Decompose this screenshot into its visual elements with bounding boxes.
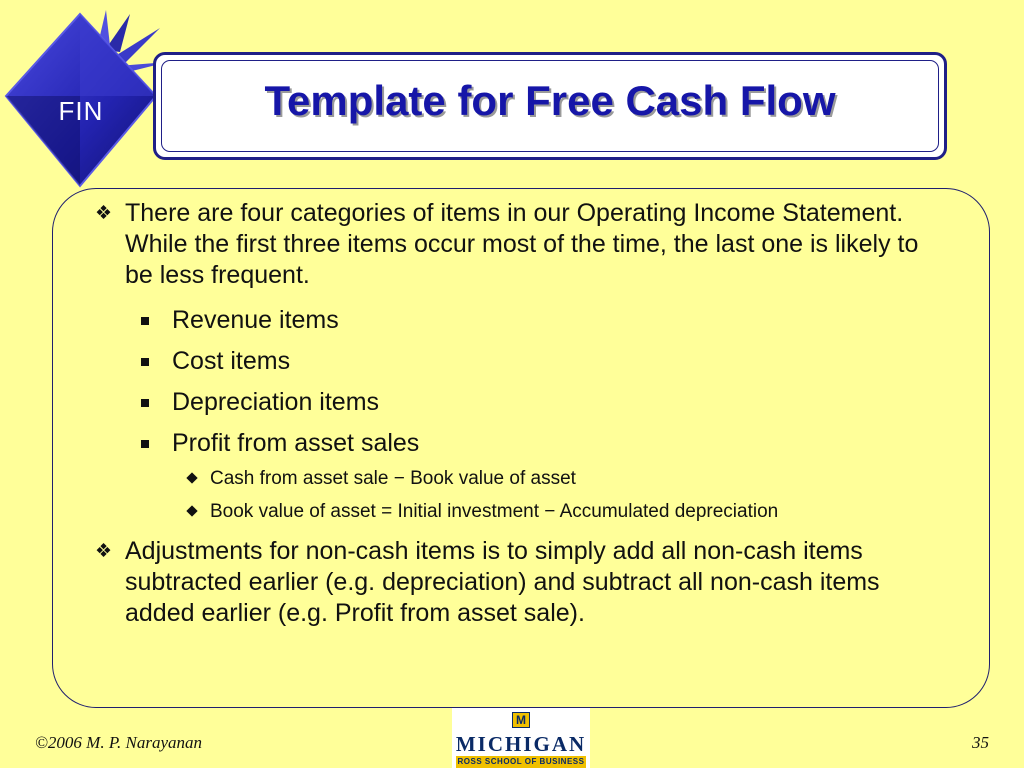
slide-title: Template for Free Cash Flow	[264, 77, 836, 124]
logo-name: MICHIGAN	[455, 732, 587, 756]
michigan-ross-logo	[452, 708, 590, 768]
subitem-text: Cost items	[172, 347, 291, 375]
subitem-text: Depreciation items	[172, 388, 380, 416]
square-bullet-icon	[141, 317, 149, 325]
subitem-text: Revenue items	[172, 306, 339, 334]
bullet-2-text: Adjustments for non-cash items is to simply add all non-cash items subtracted earlier (e.g. depreciation) and subtract all non-cash items added earlier (e.g. Profit from asset sale).	[125, 537, 880, 627]
subitem-depreciation	[172, 387, 379, 418]
subsubitem-cash-from-sale	[210, 467, 576, 491]
fin-badge	[0, 10, 170, 190]
square-bullet-icon	[141, 399, 149, 407]
copyright: ©2006 M. P. Narayanan	[35, 733, 203, 752]
subitem-cost	[172, 346, 290, 377]
block-m-icon: M	[512, 712, 530, 728]
subsubitem-book-value	[210, 500, 778, 524]
badge-label: FIN	[58, 96, 104, 126]
subsubitem-text: Book value of asset = Initial investment − Accumulated depreciation	[210, 501, 779, 522]
diamond-bullet-icon: ❖	[95, 541, 113, 562]
diamond-bullet-icon: ❖	[95, 203, 113, 224]
bullet-1	[95, 198, 945, 291]
subitem-profit-asset-sales	[172, 428, 419, 459]
subsubitem-text: Cash from asset sale − Book value of asset	[210, 468, 576, 489]
page-number: 35	[972, 733, 989, 752]
square-bullet-icon	[141, 358, 149, 366]
logo-subtitle: ROSS SCHOOL OF BUSINESS	[457, 757, 585, 766]
title-box	[153, 52, 947, 160]
bullet-2	[95, 536, 945, 629]
bullet-1-text: There are four categories of items in our Operating Income Statement. While the first three items occur most of the time, the last one is likely to be less frequent.	[125, 199, 919, 289]
subitem-text: Profit from asset sales	[172, 429, 420, 457]
subitem-revenue	[172, 305, 339, 336]
square-bullet-icon	[141, 440, 149, 448]
